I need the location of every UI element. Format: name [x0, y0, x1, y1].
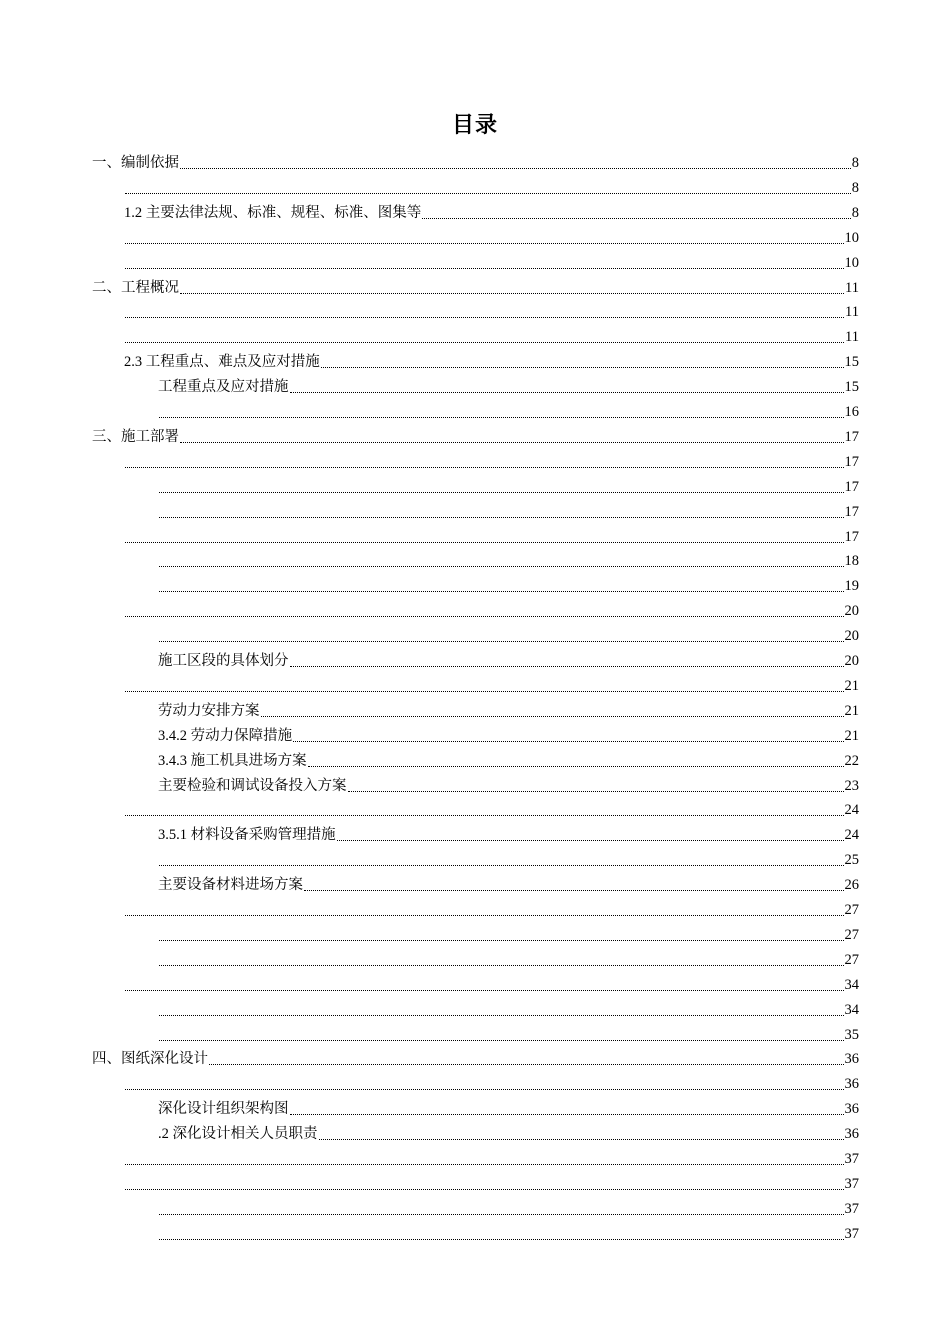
toc-dot-leader [159, 1014, 844, 1016]
toc-entry[interactable] [158, 1121, 859, 1146]
toc-dot-leader [159, 939, 844, 941]
toc-entry[interactable] [124, 897, 859, 922]
toc-dot-leader [159, 864, 844, 866]
toc-entry[interactable] [158, 947, 859, 972]
toc-entry-title: 三、施工部署 [92, 428, 179, 445]
toc-entry-page-number: 10 [844, 229, 859, 246]
toc-entry[interactable] [158, 374, 859, 399]
toc-entry-page-number: 17 [844, 528, 859, 545]
toc-entry-page-number: 20 [844, 603, 859, 620]
toc-dot-leader [159, 590, 844, 592]
toc-entry[interactable] [124, 797, 859, 822]
toc-entry[interactable] [158, 1096, 859, 1121]
toc-entry-page-number: 18 [844, 553, 859, 570]
toc-entry-title: 二、工程概况 [92, 279, 179, 296]
toc-entry-page-number: 11 [845, 279, 859, 296]
toc-entry[interactable] [158, 922, 859, 947]
toc-dot-leader [125, 814, 844, 816]
toc-entry-page-number: 15 [844, 379, 859, 396]
toc-entry[interactable] [158, 573, 859, 598]
toc-dot-leader [159, 1039, 844, 1041]
toc-entry-title: 工程重点及应对措施 [158, 379, 289, 396]
toc-dot-leader [293, 740, 843, 742]
toc-entry[interactable] [158, 1196, 859, 1221]
toc-entry-page-number: 26 [844, 877, 859, 894]
toc-entry[interactable] [158, 474, 859, 499]
toc-dot-leader [125, 541, 844, 543]
toc-entry-title: 劳动力安排方案 [158, 702, 260, 719]
toc-dot-leader [125, 466, 844, 468]
toc-entry[interactable] [158, 623, 859, 648]
toc-entry[interactable] [124, 200, 859, 225]
toc-entry-page-number: 20 [844, 653, 859, 669]
toc-entry-page-number: 19 [844, 578, 859, 595]
toc-dot-leader [125, 989, 844, 991]
toc-entry[interactable] [124, 1171, 859, 1196]
toc-entry-page-number: 10 [844, 254, 859, 271]
toc-entry[interactable] [92, 275, 859, 300]
toc-entry[interactable] [92, 424, 859, 449]
toc-dot-leader [308, 765, 844, 767]
toc-dot-leader [159, 416, 844, 418]
toc-entry-page-number: 37 [844, 1225, 859, 1242]
toc-dot-leader [180, 167, 851, 169]
toc-entry-page-number: 21 [844, 702, 859, 719]
toc-entry[interactable] [124, 299, 859, 324]
toc-entry[interactable] [92, 150, 859, 175]
toc-entry-title: 主要设备材料进场方案 [158, 877, 303, 894]
toc-entry-page-number: 11 [845, 304, 859, 321]
toc-entry[interactable] [124, 1146, 859, 1171]
toc-dot-leader [125, 914, 844, 916]
toc-entry[interactable] [124, 324, 859, 349]
toc-entry-page-number: 34 [844, 1001, 859, 1018]
toc-entry-page-number: 34 [844, 976, 859, 993]
toc-dot-leader [290, 665, 844, 667]
toc-entry-title: 3.5.1 材料设备采购管理措施 [158, 827, 336, 844]
toc-entry-page-number: 27 [844, 951, 859, 968]
toc-entry[interactable] [158, 822, 859, 847]
toc-entry-page-number: 8 [851, 179, 859, 196]
toc-dot-leader [159, 565, 844, 567]
toc-entry-page-number: 36 [844, 1076, 859, 1093]
toc-dot-leader [159, 1238, 844, 1240]
toc-entry[interactable] [158, 872, 859, 897]
toc-entry-page-number: 17 [844, 428, 859, 445]
toc-entry[interactable] [124, 673, 859, 698]
toc-entry-page-number: 36 [844, 1126, 859, 1143]
toc-entry[interactable] [124, 225, 859, 250]
toc-entry-page-number: 21 [844, 727, 859, 744]
toc-dot-leader [125, 341, 844, 343]
toc-entry-page-number: 35 [844, 1026, 859, 1043]
toc-entry-page-number: 20 [844, 628, 859, 645]
toc-dot-leader [209, 1063, 844, 1065]
toc-entry-title: 一、编制依据 [92, 155, 179, 171]
toc-entry-page-number: 37 [844, 1175, 859, 1192]
toc-entry[interactable] [158, 648, 859, 673]
toc-entry-page-number: 16 [844, 404, 859, 420]
toc-entry-page-number: 23 [844, 777, 859, 794]
toc-entry[interactable] [158, 748, 859, 773]
toc-entry[interactable] [124, 175, 859, 200]
toc-entry-title: 2.3 工程重点、难点及应对措施 [124, 354, 320, 371]
toc-entry[interactable] [124, 250, 859, 275]
toc-entry[interactable] [124, 972, 859, 997]
toc-entry-page-number: 21 [844, 677, 859, 694]
toc-entry-title: 施工区段的具体划分 [158, 653, 289, 669]
toc-title: 目录 [451, 113, 498, 138]
toc-entry-page-number: 17 [844, 453, 859, 470]
toc-entry[interactable] [158, 847, 859, 872]
toc-entry[interactable] [158, 997, 859, 1022]
toc-entry-title: 深化设计组织架构图 [158, 1101, 289, 1118]
toc-entry[interactable] [92, 1046, 859, 1071]
toc-dot-leader [125, 615, 844, 617]
toc-dot-leader [321, 366, 844, 368]
toc-dot-leader [159, 964, 844, 966]
toc-entry-page-number: 37 [844, 1200, 859, 1217]
toc-dot-leader [319, 1138, 844, 1140]
toc-entry-title: 3.4.2 劳动力保障措施 [158, 727, 293, 744]
toc-dot-leader [348, 790, 844, 792]
toc-dot-leader [290, 1113, 844, 1115]
toc-entry-page-number: 8 [851, 204, 859, 221]
toc-dot-leader [159, 516, 844, 518]
toc-entry-page-number: 25 [844, 852, 859, 869]
toc-entry-page-number: 36 [844, 1101, 859, 1118]
toc-entry-page-number: 15 [844, 354, 859, 371]
toc-entry-title: 四、图纸深化设计 [92, 1051, 208, 1068]
toc-dot-leader [125, 1188, 844, 1190]
toc-dot-leader [125, 1088, 844, 1090]
toc-entry[interactable] [124, 524, 859, 549]
toc-dot-leader [337, 839, 844, 841]
toc-entry[interactable] [158, 773, 859, 798]
toc-entry[interactable] [124, 449, 859, 474]
toc-entry-title: 3.4.3 施工机具进场方案 [158, 752, 307, 769]
toc-entry[interactable] [124, 349, 859, 374]
toc-entry-page-number: 11 [845, 329, 859, 346]
toc-entry-title: 1.2 主要法律法规、标准、规程、标准、图集等 [124, 204, 422, 221]
toc-entry-page-number: 27 [844, 902, 859, 918]
toc-dot-leader [125, 267, 844, 269]
toc-entry-page-number: 17 [844, 478, 859, 495]
toc-dot-leader [125, 316, 844, 318]
toc-entry[interactable] [158, 499, 859, 524]
toc-entry[interactable] [124, 598, 859, 623]
toc-dot-leader [180, 441, 844, 443]
toc-entry-page-number: 37 [844, 1151, 859, 1167]
toc-entry-page-number: 8 [851, 155, 859, 171]
toc-entry-page-number: 24 [844, 827, 859, 844]
toc-dot-leader [125, 242, 844, 244]
toc-dot-leader [290, 391, 844, 393]
toc-dot-leader [180, 292, 844, 294]
toc-dot-leader [125, 690, 844, 692]
toc-entry-page-number: 24 [844, 802, 859, 819]
toc-entry[interactable] [158, 698, 859, 723]
toc-entry-page-number: 27 [844, 926, 859, 943]
toc-entry[interactable] [158, 1221, 859, 1246]
toc-entry-title: .2 深化设计相关人员职责 [158, 1126, 318, 1143]
toc-entry-title: 主要检验和调试设备投入方案 [158, 777, 347, 794]
toc-entry[interactable] [158, 399, 859, 424]
toc-dot-leader [304, 889, 844, 891]
toc-entry-page-number: 36 [844, 1051, 859, 1068]
toc-dot-leader [159, 491, 844, 493]
toc-entry-page-number: 17 [844, 503, 859, 520]
toc-entry[interactable] [158, 1022, 859, 1047]
toc-dot-leader [125, 192, 851, 194]
toc-entry[interactable] [158, 723, 859, 748]
toc-entry[interactable] [124, 1071, 859, 1096]
toc-entry-page-number: 22 [844, 752, 859, 769]
toc-dot-leader [159, 640, 844, 642]
toc-dot-leader [125, 1163, 844, 1165]
toc-dot-leader [159, 1213, 844, 1215]
toc-entry[interactable] [158, 548, 859, 573]
toc-dot-leader [261, 715, 844, 717]
toc-dot-leader [422, 217, 851, 219]
